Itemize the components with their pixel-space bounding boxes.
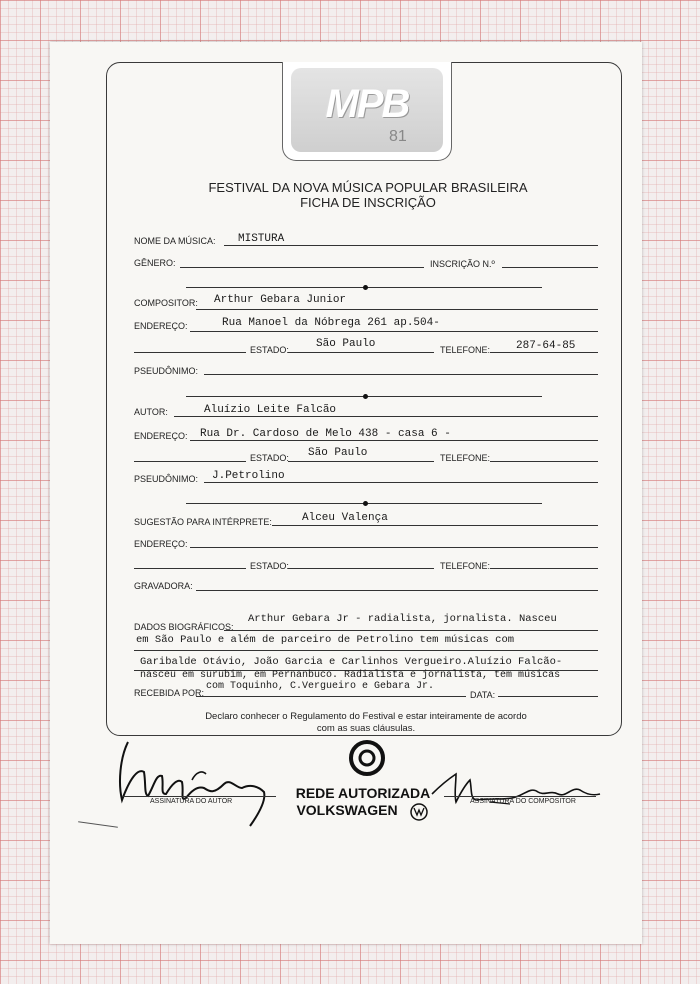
estado-autor-label: ESTADO: [250,453,289,463]
mpb-logo-text: MPB [325,82,409,126]
telefone-compositor-value[interactable]: 287-64-85 [516,340,576,352]
inscricao-line [502,267,598,268]
compositor-line [196,309,598,310]
mpb-logo-year: 81 [389,128,407,145]
declaration-line-2: com as suas cláusulas. [316,723,416,734]
estado-interprete-line [288,568,434,569]
data-line [498,696,598,697]
autor-signature-label: ASSINATURA DO AUTOR [150,798,233,805]
pseudonimo-compositor-label: PSEUDÔNIMO: [134,366,199,376]
autor-value[interactable]: Aluízio Leite Falcão [204,404,337,416]
bio-text-line: Garibalde Otávio, João Garcia e Carlinhos Vergueiro.Aluízio Falcão- [140,656,563,668]
bio-text-line: em São Paulo e além de parceiro de Petrolino tem músicas com [136,634,515,646]
rede-circle-icon [349,740,385,776]
recebida-por-line [196,696,466,697]
festival-title: FESTIVAL DA NOVA MÚSICA POPULAR BRASILEIRA [208,180,528,195]
bio-line-2 [134,650,598,651]
endereco-autor-line [190,440,598,441]
compositor-signature [420,760,620,820]
estado-compositor-value[interactable]: São Paulo [316,338,376,350]
sugestao-line [272,525,598,526]
pseudonimo-compositor-line [204,374,598,375]
estado-compositor-line [288,352,434,353]
telefone-interprete-line [490,568,598,569]
data-label: DATA: [470,690,496,700]
nome-line [224,245,598,246]
telefone-interprete-label: TELEFONE: [440,561,491,571]
endereco-autor-line2 [134,461,246,462]
recebida-por-label: RECEBIDA POR: [134,688,205,698]
autor-signature-line [122,796,276,797]
rede-autorizada-text: REDE AUTORIZADA [295,785,431,801]
separator-1-dot [363,285,368,290]
endereco-compositor-line2 [134,352,246,353]
bio-text-line: com Toquinho, C.Vergueiro e Gebara Jr. [206,681,435,692]
endereco-autor-label: ENDEREÇO: [134,431,188,441]
compositor-label: COMPOSITOR: [134,298,198,308]
telefone-compositor-line [490,352,598,353]
pseudonimo-autor-label: PSEUDÔNIMO: [134,474,199,484]
gravadora-line [196,590,598,591]
estado-autor-line [288,461,434,462]
autor-label: AUTOR: [134,407,168,417]
sugestao-label: SUGESTÃO PARA INTÉRPRETE: [134,517,272,527]
mpb-logo-plate [291,68,443,152]
pseudonimo-autor-value[interactable]: J.Petrolino [212,470,285,482]
autor-signature [100,728,290,838]
endereco-interprete-label: ENDEREÇO: [134,539,188,549]
autor-line [174,416,598,417]
bio-text-line: Arthur Gebara Jr - radialista, jornalista. Nasceu [248,613,557,625]
endereco-compositor-line [190,331,598,332]
dados-biograficos-label: DADOS BIOGRÁFICOS: [134,622,234,632]
nome-value[interactable]: MISTURA [238,233,285,245]
gravadora-label: GRAVADORA: [134,581,193,591]
genero-line [180,267,424,268]
sugestao-value[interactable]: Alceu Valença [302,512,388,524]
endereco-interprete-line2 [134,568,246,569]
endereco-autor-value[interactable]: Rua Dr. Cardoso de Melo 438 - casa 6 - [200,428,451,440]
separator-3-dot [363,501,368,506]
telefone-compositor-label: TELEFONE: [440,345,491,355]
endereco-interprete-line [190,547,598,548]
form-title: FICHA DE INSCRIÇÃO [300,195,436,210]
compositor-value[interactable]: Arthur Gebara Junior [214,294,347,306]
estado-compositor-label: ESTADO: [250,345,289,355]
declaration-line-1: Declaro conhecer o Regulamento do Festival e estar inteiramente de acordo [205,711,527,722]
endereco-compositor-value[interactable]: Rua Manoel da Nóbrega 261 ap.504- [222,317,440,329]
estado-autor-value[interactable]: São Paulo [308,447,368,459]
mpb-logo [282,62,452,161]
pseudonimo-autor-line [204,482,598,483]
telefone-autor-line [490,461,598,462]
endereco-compositor-label: ENDEREÇO: [134,321,188,331]
inscricao-label: INSCRIÇÃO N.º [430,259,495,269]
genero-label: GÊNERO: [134,258,176,268]
estado-interprete-label: ESTADO: [250,561,289,571]
nome-label: NOME DA MÚSICA: [134,236,216,246]
compositor-signature-label: ASSINATURA DO COMPOSITOR [470,798,576,805]
separator-2-dot [363,394,368,399]
bio-text-line: nasceu em surubim, em Pernanbuco. Radialista e jornalista, tem músicas [140,670,561,681]
volkswagen-text: VOLKSWAGEN [296,802,398,818]
bio-line-1 [224,630,598,631]
compositor-signature-line [444,796,596,797]
telefone-autor-label: TELEFONE: [440,453,491,463]
